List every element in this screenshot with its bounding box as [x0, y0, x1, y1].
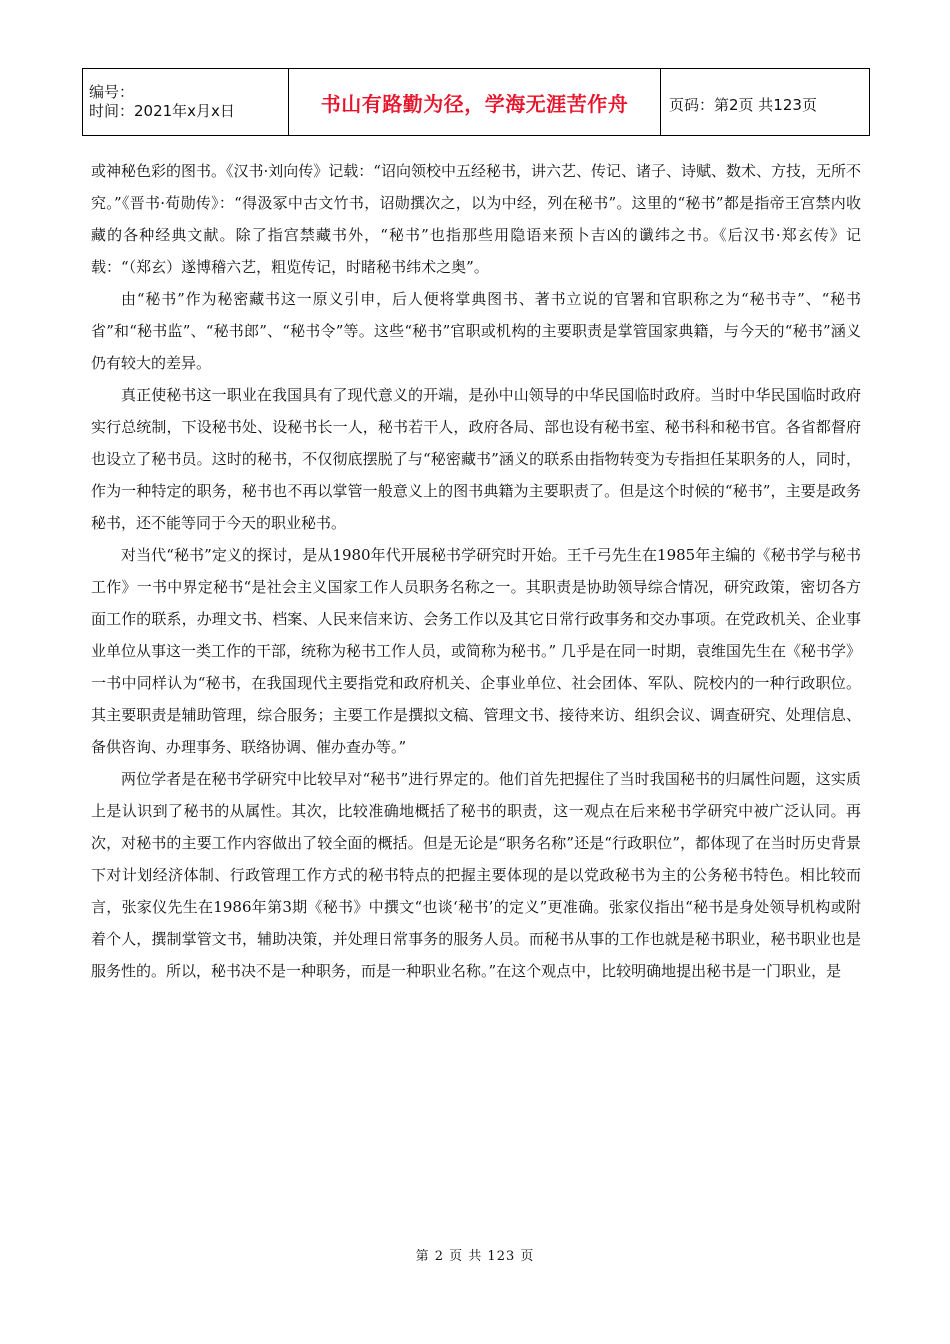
date-label: 时间：2021年x月x日	[89, 102, 235, 120]
header-meta	[83, 69, 289, 136]
paragraph-3: 真正使秘书这一职业在我国具有了现代意义的开端，是孙中山领导的中华民国临时政府。当时中华民国临时政府实行总统制，下设秘书处、设秘书长一人，秘书若干人，政府各局、部也设有秘书室、秘书科和秘书官。各省都督府也设立了秘书员。这时的秘书，不仅彻底摆脱了与“秘密藏书”涵义的联系由指物转变为专指担任某职务的人，同时，作为一种特定的职务，秘书也不再以掌管一般意义上的图书典籍为主要职责了。但是这个时候的“秘书”，主要是政务秘书，还不能等同于今天的职业秘书。	[91, 386, 861, 532]
page-footer: 第 2 页 共 123 页	[415, 1249, 535, 1264]
paragraph-1: 或神秘色彩的图书。《汉书·刘向传》记载：“诏向领校中五经秘书，讲六艺、传记、诸子、诗赋、数术、方技，无所不究。”《晋书·荀勋传》：“得汲冢中古文竹书，诏勋撰次之，以为中经，列在秘书”。这里的“秘书”都是指帝王宫禁内收藏的各种经典文献。除了指宫禁藏书外，“秘书”也指那些用隐语来预卜吉凶的谶纬之书。《后汉书·郑玄传》记载：“（郑玄）遂博稽六艺，粗览传记，时睹秘书纬术之奥”。	[91, 162, 861, 276]
number-label: 编号：	[89, 83, 135, 101]
header-page-info: 页码：第2页 共123页	[661, 69, 870, 136]
document-header	[82, 68, 870, 136]
paragraph-4: 对当代“秘书”定义的探讨，是从1980年代开展秘书学研究时开始。王千弓先生在1985年主编的《秘书学与秘书工作》一书中界定秘书“是社会主义国家工作人员职务名称之一。其职责是协助领导综合情况，研究政策，密切各方面工作的联系，办理文书、档案、人民来信来访、会务工作以及其它日常行政事务和交办事项。在党政机关、企业事业单位从事这一类工作的干部，统称为秘书工作人员，或简称为秘书。” 几乎是在同一时期，袁维国先生在《秘书学》一书中同样认为“秘书，在我国现代主要指党和政府机关、企事业单位、社会团体、军队、院校内的一种行政职位。其主要职责是辅助管理，综合服务；主要工作是撰拟文稿、管理文书、接待来访、组织会议、调查研究、处理信息、备供咨询、办理事务、联络协调、催办查办等。”	[91, 546, 861, 756]
paragraph-2: 由“秘书”作为秘密藏书这一原义引申，后人便将掌典图书、著书立说的官署和官职称之为“秘书寺”、“秘书省”和“秘书监”、“秘书郎”、“秘书令”等。这些“秘书”官职或机构的主要职责是掌管国家典籍，与今天的“秘书”涵义仍有较大的差异。	[91, 290, 861, 372]
header-motto: 书山有路勤为径，学海无涯苦作舟	[289, 69, 661, 136]
document-body	[91, 155, 861, 987]
paragraph-5: 两位学者是在秘书学研究中比较早对“秘书”进行界定的。他们首先把握住了当时我国秘书的归属性问题，这实质上是认识到了秘书的从属性。其次，比较准确地概括了秘书的职责，这一观点在后来秘书学研究中被广泛认同。再次，对秘书的主要工作内容做出了较全面的概括。但是无论是“职务名称”还是“行政职位”，都体现了在当时历史背景下对计划经济体制、行政管理工作方式的秘书特点的把握主要体现的是以党政秘书为主的公务秘书特色。相比较而言，张家仪先生在1986年第3期《秘书》中撰文“也谈‘秘书’的定义”更准确。张家仪指出“秘书是身处领导机构或附着个人，撰制掌管文书，辅助决策，并处理日常事务的服务人员。而秘书从事的工作也就是秘书职业，秘书职业也是服务性的。所以，秘书决不是一种职务，而是一种职业名称。”在这个观点中，比较明确地提出秘书是一门职业，是	[91, 770, 861, 980]
